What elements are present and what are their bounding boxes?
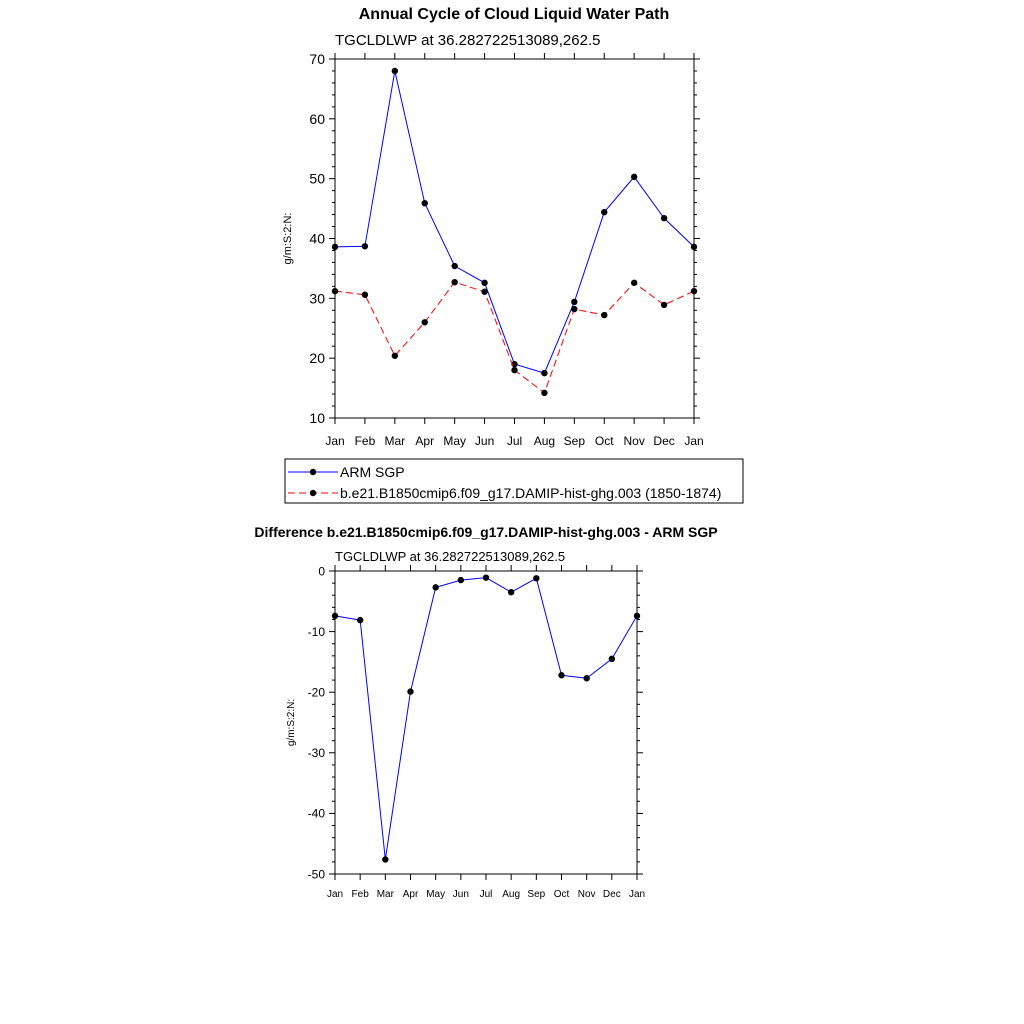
y-tick-label: 60 bbox=[309, 110, 325, 127]
x-tick-label: Jul bbox=[506, 434, 523, 448]
data-point bbox=[481, 280, 487, 286]
series-line-0 bbox=[335, 578, 637, 860]
x-tick-label: Sep bbox=[527, 889, 546, 900]
data-point bbox=[571, 299, 577, 305]
y-tick-label: 30 bbox=[309, 290, 325, 307]
y-tick-label: 40 bbox=[309, 230, 325, 247]
x-tick-label: Nov bbox=[623, 434, 645, 448]
x-tick-label: Jan bbox=[325, 434, 345, 448]
chart-title: Annual Cycle of Cloud Liquid Water Path bbox=[358, 6, 670, 23]
data-point bbox=[601, 209, 607, 215]
data-point bbox=[661, 302, 667, 308]
data-point bbox=[571, 306, 577, 312]
data-point bbox=[432, 584, 438, 590]
y-tick-label: 20 bbox=[309, 350, 325, 367]
x-tick-label: Mar bbox=[376, 889, 394, 900]
data-point bbox=[407, 688, 413, 694]
data-point bbox=[362, 243, 368, 249]
series-line-0 bbox=[335, 71, 694, 373]
data-point bbox=[451, 263, 457, 269]
data-point bbox=[392, 68, 398, 74]
data-point bbox=[422, 319, 428, 325]
data-point bbox=[541, 370, 547, 376]
data-point bbox=[558, 672, 564, 678]
x-tick-label: Feb bbox=[354, 434, 376, 448]
data-point bbox=[634, 613, 640, 619]
y-tick-label: 70 bbox=[309, 51, 325, 68]
legend-marker bbox=[310, 490, 316, 496]
x-tick-label: Oct bbox=[594, 434, 614, 448]
x-tick-label: Nov bbox=[577, 889, 596, 900]
x-tick-label: Jul bbox=[479, 889, 493, 900]
x-tick-label: May bbox=[443, 434, 467, 448]
data-point bbox=[451, 279, 457, 285]
y-tick-label: 10 bbox=[309, 410, 325, 427]
x-tick-label: Mar bbox=[384, 434, 406, 448]
data-point bbox=[691, 244, 697, 250]
series-line-1 bbox=[335, 282, 694, 393]
data-point bbox=[362, 292, 368, 298]
y-axis-label: g/m:S:2:N: bbox=[286, 698, 297, 747]
x-tick-label: Oct bbox=[553, 889, 570, 900]
x-tick-label: Jan bbox=[684, 434, 704, 448]
data-point bbox=[631, 174, 637, 180]
data-point bbox=[508, 589, 514, 595]
x-tick-label: Dec bbox=[602, 889, 621, 900]
data-point bbox=[691, 288, 697, 294]
x-tick-label: Jun bbox=[474, 434, 495, 448]
legend-label: ARM SGP bbox=[340, 464, 405, 480]
x-tick-label: Sep bbox=[563, 434, 586, 448]
data-point bbox=[609, 656, 615, 662]
x-tick-label: Jan bbox=[326, 889, 344, 900]
data-point bbox=[601, 312, 607, 318]
data-point bbox=[332, 613, 338, 619]
y-tick-label: -40 bbox=[307, 806, 325, 821]
x-tick-label: Aug bbox=[502, 889, 521, 900]
data-point bbox=[661, 215, 667, 221]
x-tick-label: Jan bbox=[628, 889, 646, 900]
chart-title: Difference b.e21.B1850cmip6.f09_g17.DAMIP-hist-ghg.003 - ARM SGP bbox=[254, 524, 718, 540]
data-point bbox=[332, 288, 338, 294]
y-tick-label: -10 bbox=[307, 624, 325, 639]
chart-subtitle: TGCLDLWP at 36.282722513089,262.5 bbox=[335, 32, 601, 49]
data-point bbox=[631, 280, 637, 286]
data-point bbox=[332, 244, 338, 250]
x-tick-label: Apr bbox=[415, 434, 435, 448]
data-point bbox=[533, 575, 539, 581]
y-tick-label: -50 bbox=[307, 867, 325, 882]
data-point bbox=[483, 574, 489, 580]
data-point bbox=[583, 675, 589, 681]
data-point bbox=[511, 367, 517, 373]
data-point bbox=[422, 200, 428, 206]
y-tick-label: 0 bbox=[318, 564, 325, 579]
data-point bbox=[392, 353, 398, 359]
y-tick-label: 50 bbox=[309, 170, 325, 187]
y-tick-label: -30 bbox=[307, 746, 325, 761]
x-tick-label: Dec bbox=[653, 434, 675, 448]
y-axis-label: g/m:S:2:N: bbox=[282, 212, 294, 265]
x-tick-label: May bbox=[426, 889, 446, 900]
x-tick-label: Apr bbox=[402, 889, 419, 900]
x-tick-label: Jun bbox=[452, 889, 469, 900]
legend-label: b.e21.B1850cmip6.f09_g17.DAMIP-hist-ghg.003 (1850-1874) bbox=[340, 485, 722, 501]
data-point bbox=[382, 856, 388, 862]
data-point bbox=[481, 289, 487, 295]
plot-frame bbox=[335, 571, 637, 874]
y-tick-label: -20 bbox=[307, 685, 325, 700]
legend-marker bbox=[310, 469, 316, 475]
data-point bbox=[357, 617, 363, 623]
x-tick-label: Feb bbox=[351, 889, 369, 900]
chart-subtitle: TGCLDLWP at 36.282722513089,262.5 bbox=[335, 549, 566, 564]
data-point bbox=[458, 577, 464, 583]
data-point bbox=[541, 390, 547, 396]
x-tick-label: Aug bbox=[533, 434, 556, 448]
